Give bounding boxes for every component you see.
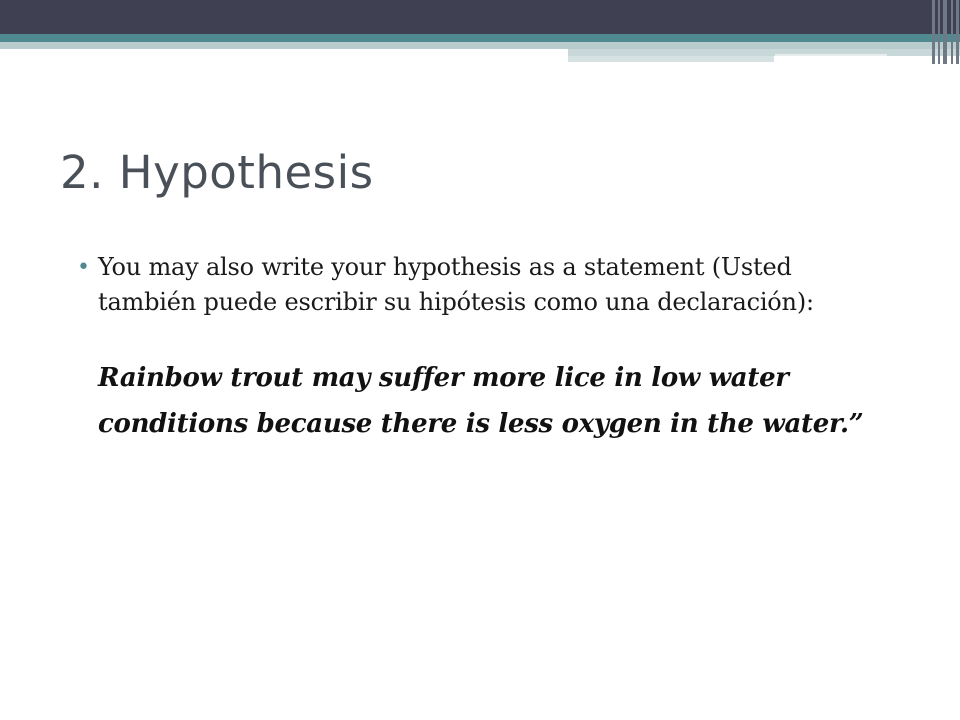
bullet-item xyxy=(77,250,877,447)
slide-content xyxy=(77,250,877,447)
header-right-bars xyxy=(930,0,960,64)
header-band xyxy=(0,0,960,34)
slide-title: 2. Hypothesis xyxy=(60,146,374,199)
bullet-text: You may also write your hypothesis as a statement (Usted también puede escribir su hipótesis como una declaración): xyxy=(98,253,814,316)
header-light-stripe-tertiary xyxy=(568,56,774,62)
header-light-stripe xyxy=(0,42,960,49)
header-accent-stripe xyxy=(0,34,960,42)
header-light-stripe-secondary xyxy=(568,49,960,56)
header-thin-line xyxy=(775,54,887,56)
hypothesis-statement: Rainbow trout may suffer more lice in low water conditions because there is less oxygen in the water.” xyxy=(98,363,864,439)
bullet-icon: • xyxy=(77,255,90,280)
